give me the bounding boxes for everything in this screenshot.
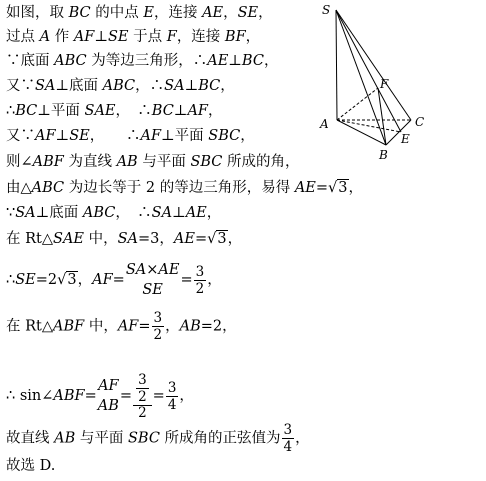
math-symbol: SAE bbox=[84, 103, 116, 119]
math-symbol: SBC bbox=[208, 128, 241, 144]
text-run: ， ∴ bbox=[89, 128, 141, 144]
math-symbol: F bbox=[166, 29, 177, 45]
text-run: ⊥平面 bbox=[161, 128, 209, 144]
text-run: ， bbox=[165, 318, 180, 335]
solution-line bbox=[6, 152, 300, 172]
label-F: F bbox=[380, 77, 389, 91]
math-symbol: AF bbox=[117, 318, 139, 335]
math-symbol: AE bbox=[185, 205, 207, 221]
solution-line bbox=[6, 422, 310, 455]
solution-line bbox=[6, 203, 221, 223]
text-run: ，连接 bbox=[153, 5, 203, 21]
math-symbol: BF bbox=[224, 29, 246, 45]
numerator: 3 bbox=[283, 422, 293, 438]
text-run: 过点 bbox=[6, 29, 40, 45]
text-run: ，∴ bbox=[135, 78, 165, 94]
math-symbol: SAE bbox=[53, 231, 85, 247]
denominator: AB bbox=[97, 398, 119, 414]
text-run: ， bbox=[263, 53, 279, 69]
math-symbol: A bbox=[39, 29, 51, 45]
text-run: = bbox=[180, 272, 193, 288]
text-run: 又∵ bbox=[6, 128, 35, 144]
math-symbol: BC bbox=[15, 103, 38, 119]
square-root bbox=[328, 178, 348, 198]
text-run: 中， bbox=[84, 231, 118, 247]
math-symbol: SBC bbox=[190, 154, 223, 170]
text-run: ∴ bbox=[6, 272, 16, 288]
text-run: 由△ bbox=[6, 180, 32, 196]
radicand: 3 bbox=[217, 231, 227, 247]
text-run: ， bbox=[258, 5, 273, 21]
math-symbol: AF bbox=[73, 29, 95, 45]
numerator: 3 bbox=[138, 372, 147, 388]
text-run: 又∵ bbox=[6, 78, 35, 94]
math-symbol: AF bbox=[35, 128, 56, 144]
text-run: 中， bbox=[84, 318, 118, 335]
math-symbol: SE bbox=[15, 272, 36, 288]
math-symbol: SA bbox=[151, 205, 173, 221]
solution-line bbox=[6, 51, 278, 71]
numerator: 3 bbox=[195, 263, 205, 280]
solution-line bbox=[6, 260, 222, 300]
math-symbol: BC bbox=[68, 5, 91, 21]
radical-sign: √ bbox=[328, 180, 338, 196]
math-symbol: AE bbox=[294, 180, 316, 196]
label-E: E bbox=[401, 132, 410, 146]
fraction bbox=[166, 380, 179, 413]
solution-line bbox=[6, 27, 260, 47]
math-symbol: AF bbox=[92, 272, 113, 288]
math-symbol: ABF bbox=[32, 154, 64, 170]
text-run: ， bbox=[223, 5, 238, 21]
segment-AE bbox=[337, 120, 401, 132]
text-run: ⊥平面 bbox=[37, 103, 85, 119]
numerator: 3 bbox=[167, 379, 177, 396]
text-run: 如图，取 bbox=[6, 5, 69, 21]
text-run: =2 bbox=[35, 272, 58, 288]
text-run: ∵ bbox=[6, 205, 16, 221]
math-symbol: ABC bbox=[54, 53, 87, 69]
radical-sign: √ bbox=[207, 231, 217, 247]
solution-line bbox=[6, 310, 237, 343]
text-run: 所成角的正弦值为 bbox=[159, 430, 281, 447]
text-run: 故直线 bbox=[6, 430, 55, 447]
solution-line bbox=[6, 229, 242, 249]
radicand: 3 bbox=[338, 180, 348, 196]
text-run: 为等边三角形，∴ bbox=[86, 53, 208, 69]
solution-line bbox=[6, 76, 235, 96]
math-symbol: SE bbox=[237, 5, 259, 21]
text-run: ， bbox=[295, 430, 310, 447]
numerator: AF bbox=[98, 378, 119, 394]
fraction bbox=[126, 260, 180, 300]
numerator bbox=[133, 372, 152, 406]
denominator: 2 bbox=[195, 280, 205, 297]
text-run: ， bbox=[77, 272, 93, 288]
text-run: ∴ sin∠ bbox=[6, 388, 54, 404]
square-root bbox=[57, 270, 77, 290]
numerator: SA×AE bbox=[125, 262, 180, 278]
text-run: ， bbox=[179, 388, 194, 404]
radicand: 3 bbox=[67, 272, 77, 288]
edge-SC bbox=[336, 10, 411, 120]
label-C: C bbox=[415, 115, 425, 129]
math-symbol: BC bbox=[241, 53, 264, 69]
solution-line bbox=[6, 126, 255, 146]
text-run: 与平面 bbox=[137, 154, 191, 170]
edge-SB bbox=[336, 10, 386, 145]
math-symbol: AE bbox=[173, 231, 195, 247]
text-run: ， bbox=[207, 103, 223, 119]
fraction bbox=[152, 310, 165, 343]
math-symbol: AB bbox=[179, 318, 201, 335]
text-run: 在 Rt△ bbox=[6, 231, 54, 247]
text-run: ， bbox=[220, 78, 235, 94]
text-run: ⊥ bbox=[228, 53, 242, 69]
label-B: B bbox=[379, 148, 388, 162]
fraction bbox=[194, 264, 207, 297]
text-run: ⊥ bbox=[184, 78, 199, 94]
math-symbol: AB bbox=[116, 154, 138, 170]
text-run: ⊥ bbox=[94, 29, 108, 45]
radical-sign: √ bbox=[57, 272, 67, 288]
text-run: ， ∴ bbox=[115, 205, 152, 221]
text-run: ， ∴ bbox=[115, 103, 152, 119]
denominator: 4 bbox=[167, 396, 177, 413]
math-symbol: SE bbox=[69, 128, 90, 144]
square-root bbox=[207, 229, 227, 249]
solution-line bbox=[6, 372, 194, 420]
math-symbol: ABC bbox=[82, 205, 116, 221]
numerator: 3 bbox=[153, 310, 163, 326]
text-run: ⊥ bbox=[173, 103, 188, 119]
edge-SA bbox=[336, 10, 337, 120]
math-symbol: AF bbox=[140, 128, 162, 144]
denominator: SE bbox=[142, 282, 163, 298]
solution-line bbox=[6, 178, 363, 198]
text-run: 为边长等于 2 的等边三角形，易得 bbox=[64, 180, 295, 196]
math-symbol: ABC bbox=[102, 78, 136, 94]
text-run: 则∠ bbox=[6, 154, 33, 170]
text-run: ∵底面 bbox=[6, 53, 55, 69]
solution-line bbox=[6, 3, 273, 23]
text-run: 与平面 bbox=[75, 430, 128, 447]
label-S: S bbox=[322, 3, 331, 17]
math-symbol: BC bbox=[198, 78, 221, 94]
fraction bbox=[282, 422, 295, 455]
text-run: = bbox=[315, 180, 329, 196]
text-run: = bbox=[119, 388, 133, 404]
text-run: = bbox=[112, 272, 125, 288]
label-A: A bbox=[320, 117, 329, 131]
denominator: 4 bbox=[283, 439, 293, 455]
fraction bbox=[98, 376, 119, 416]
math-symbol: SE bbox=[108, 29, 129, 45]
text-run: ⊥底面 bbox=[55, 78, 103, 94]
math-symbol: SA bbox=[35, 78, 56, 94]
text-run: ， bbox=[227, 231, 243, 247]
text-run: 的中点 bbox=[90, 5, 144, 21]
text-run: 作 bbox=[50, 29, 74, 45]
text-run: ， bbox=[240, 128, 255, 144]
denominator: 2 bbox=[138, 389, 147, 405]
math-symbol: ABF bbox=[53, 388, 85, 404]
math-symbol: BC bbox=[151, 103, 174, 119]
math-symbol: SBC bbox=[127, 430, 160, 447]
text-run: 所成的角， bbox=[222, 154, 300, 170]
fraction bbox=[136, 372, 149, 405]
math-symbol: ABF bbox=[53, 318, 85, 335]
text-run: ，连接 bbox=[176, 29, 225, 45]
math-symbol: SA bbox=[15, 205, 36, 221]
text-run: 于点 bbox=[128, 29, 167, 45]
math-symbol: AE bbox=[207, 53, 229, 69]
text-run: ， bbox=[245, 29, 261, 45]
text-run: = bbox=[194, 231, 208, 247]
denominator: 2 bbox=[138, 405, 147, 421]
text-run: 故选 D. bbox=[6, 458, 56, 474]
solution-line bbox=[6, 456, 55, 476]
text-run: =2， bbox=[200, 318, 237, 335]
text-run: 在 Rt△ bbox=[6, 318, 54, 335]
text-run: = bbox=[152, 388, 165, 404]
text-run: ⊥底面 bbox=[35, 205, 83, 221]
math-symbol: E bbox=[143, 5, 154, 21]
math-symbol: AF bbox=[187, 103, 208, 119]
text-run: ∴ bbox=[6, 103, 16, 119]
math-symbol: AE bbox=[202, 5, 224, 21]
text-run: ， bbox=[206, 205, 222, 221]
solution-line bbox=[6, 101, 222, 121]
nested-fraction bbox=[133, 372, 152, 420]
denominator: 2 bbox=[153, 327, 163, 343]
text-run: =3， bbox=[138, 231, 174, 247]
text-run: = bbox=[84, 388, 97, 404]
text-run: ⊥ bbox=[172, 205, 186, 221]
text-run: 为直线 bbox=[63, 154, 117, 170]
text-run: ⊥ bbox=[55, 128, 70, 144]
text-run: ， bbox=[207, 272, 222, 288]
math-symbol: SA bbox=[117, 231, 139, 247]
math-symbol: AB bbox=[54, 430, 76, 447]
math-symbol: ABC bbox=[31, 180, 65, 196]
pyramid-figure bbox=[316, 2, 486, 162]
math-symbol: SA bbox=[164, 78, 185, 94]
text-run: = bbox=[138, 318, 151, 335]
text-run: ， bbox=[348, 180, 364, 196]
segment-AF bbox=[337, 88, 378, 120]
